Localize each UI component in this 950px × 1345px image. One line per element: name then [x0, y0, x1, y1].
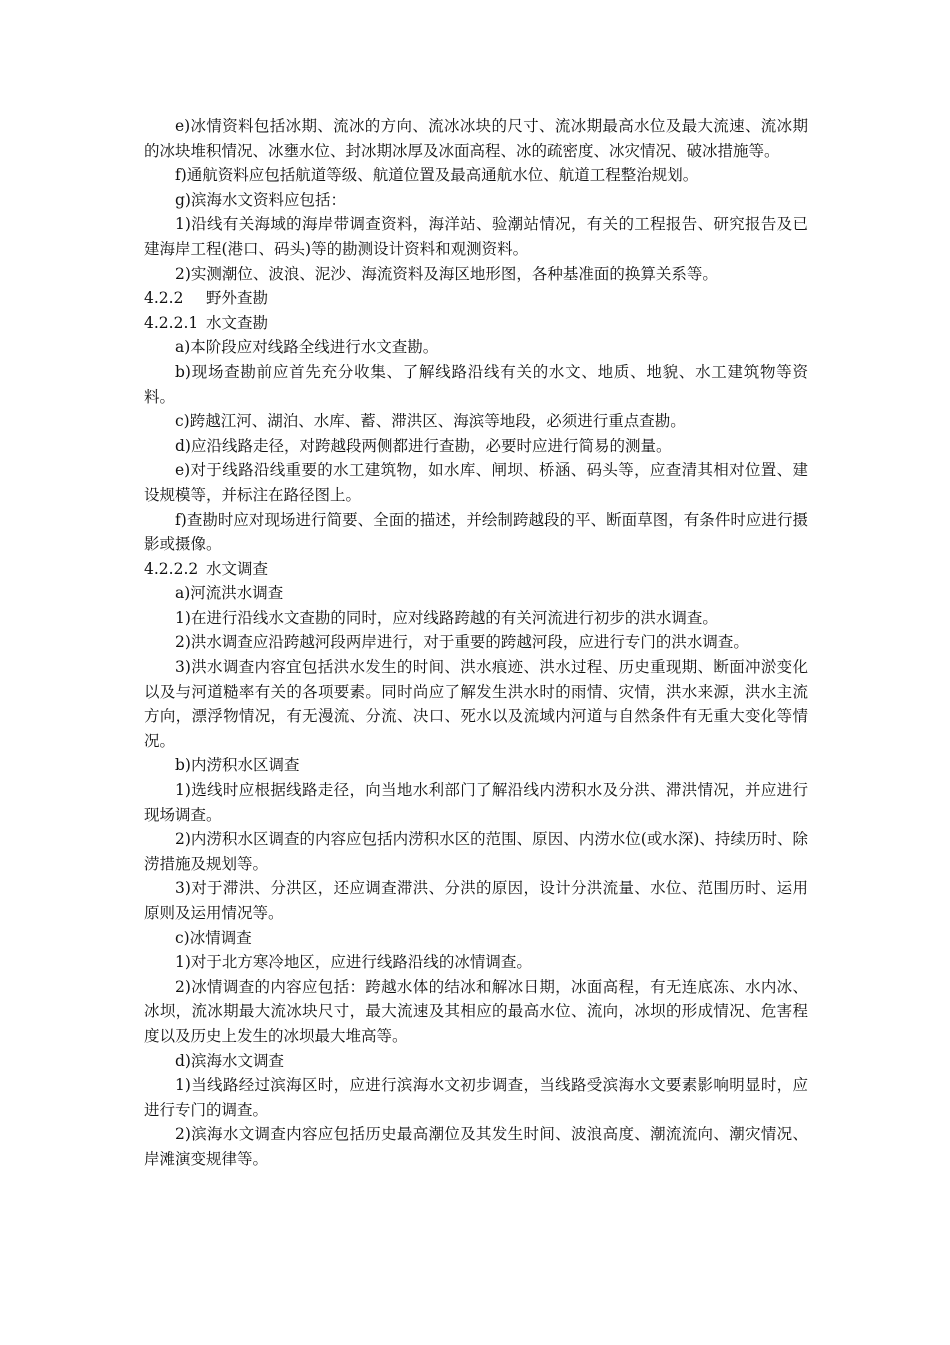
section-number: 4.2.2	[144, 289, 184, 308]
section-title: 水文查勘	[206, 313, 269, 332]
paragraph: a)本阶段应对线路全线进行水文查勘。	[175, 338, 439, 357]
paragraph: 2)实测潮位、波浪、泥沙、海流资料及海区地形图，各种基准面的换算关系等。	[175, 264, 718, 283]
paragraph: a)河流洪水调查	[175, 584, 284, 603]
section-number: 4.2.2.1	[144, 313, 199, 332]
paragraph: e)冰情资料包括冰期、流冰的方向、流冰冰块的尺寸、流冰期最高水位及最大流速、流冰期的冰块堆积情况、冰壅水位、封冰期冰厚及冰面高程、冰的疏密度、冰灾情况、破冰措施等。	[144, 117, 808, 160]
paragraph: 2)内涝积水区调查的内容应包括内涝积水区的范围、原因、内涝水位(或水深)、持续历时、除涝措施及规划等。	[144, 830, 808, 873]
paragraph: 1)对于北方寒冷地区，应进行线路沿线的冰情调查。	[175, 953, 532, 972]
paragraph: 1)沿线有关海域的海岸带调查资料，海洋站、验潮站情况，有关的工程报告、研究报告及已建海岸工程(港口、码头)等的勘测设计资料和观测资料。	[144, 215, 808, 258]
paragraph: d)应沿线路走径，对跨越段两侧都进行查勘，必要时应进行简易的测量。	[175, 436, 672, 455]
paragraph: 2)滨海水文调查内容应包括历史最高潮位及其发生时间、波浪高度、潮流流向、潮灾情况、岸滩演变规律等。	[144, 1125, 808, 1168]
document-body	[144, 114, 808, 1172]
paragraph: f)查勘时应对现场进行简要、全面的描述，并绘制跨越段的平、断面草图，有条件时应进行摄影或摄像。	[144, 510, 808, 554]
section-title: 水文调查	[206, 559, 269, 578]
paragraph: c)跨越江河、湖泊、水库、蓄、滞洪区、海滨等地段，必须进行重点查勘。	[175, 412, 686, 431]
paragraph: c)冰情调查	[175, 928, 252, 947]
paragraph: 1)在进行沿线水文查勘的同时，应对线路跨越的有关河流进行初步的洪水调查。	[175, 608, 718, 627]
section-title: 野外查勘	[206, 289, 269, 308]
paragraph: f)通航资料应包括航道等级、航道位置及最高通航水位、航道工程整治规划。	[175, 166, 699, 185]
paragraph: 2)冰情调查的内容应包括：跨越水体的结冰和解冰日期，冰面高程，有无连底冻、水内冰、冰坝，流冰期最大流冰块尺寸，最大流速及其相应的最高水位、流向，冰坝的形成情况、危害程度以及历史上发生的冰坝最大堆高等。	[144, 977, 808, 1045]
paragraph: 2)洪水调查应沿跨越河段两岸进行，对于重要的跨越河段，应进行专门的洪水调查。	[175, 633, 749, 652]
paragraph: b)内涝积水区调查	[175, 756, 300, 775]
paragraph: 1)选线时应根据线路走径，向当地水利部门了解沿线内涝积水及分洪、滞洪情况，并应进行现场调查。	[144, 781, 808, 824]
paragraph: 1)当线路经过滨海区时，应进行滨海水文初步调查，当线路受滨海水文要素影响明显时，应进行专门的调查。	[144, 1076, 808, 1119]
paragraph: 3)洪水调查内容宜包括洪水发生的时间、洪水痕迹、洪水过程、历史重现期、断面冲淤变化以及与河道糙率有关的各项要素。同时尚应了解发生洪水时的雨情、灾情，洪水来源，洪水主流方向，漂浮物情况，有无漫流、分流、决口、死水以及流域内河道与自然条件有无重大变化等情况。	[144, 658, 808, 750]
paragraph: b)现场查勘前应首先充分收集、了解线路沿线有关的水文、地质、地貌、水工建筑物等资料。	[144, 362, 808, 406]
paragraph: g)滨海水文资料应包括：	[175, 190, 346, 209]
section-heading	[144, 286, 808, 311]
paragraph: d)滨海水文调查	[175, 1051, 284, 1070]
section-heading	[144, 311, 808, 336]
section-heading	[144, 557, 808, 582]
paragraph: 3)对于滞洪、分洪区，还应调查滞洪、分洪的原因，设计分洪流量、水位、范围历时、运用原则及运用情况等。	[144, 879, 808, 922]
section-number: 4.2.2.2	[144, 559, 199, 578]
paragraph: e)对于线路沿线重要的水工建筑物，如水库、闸坝、桥涵、码头等，应查清其相对位置、建设规模等，并标注在路径图上。	[144, 461, 808, 504]
